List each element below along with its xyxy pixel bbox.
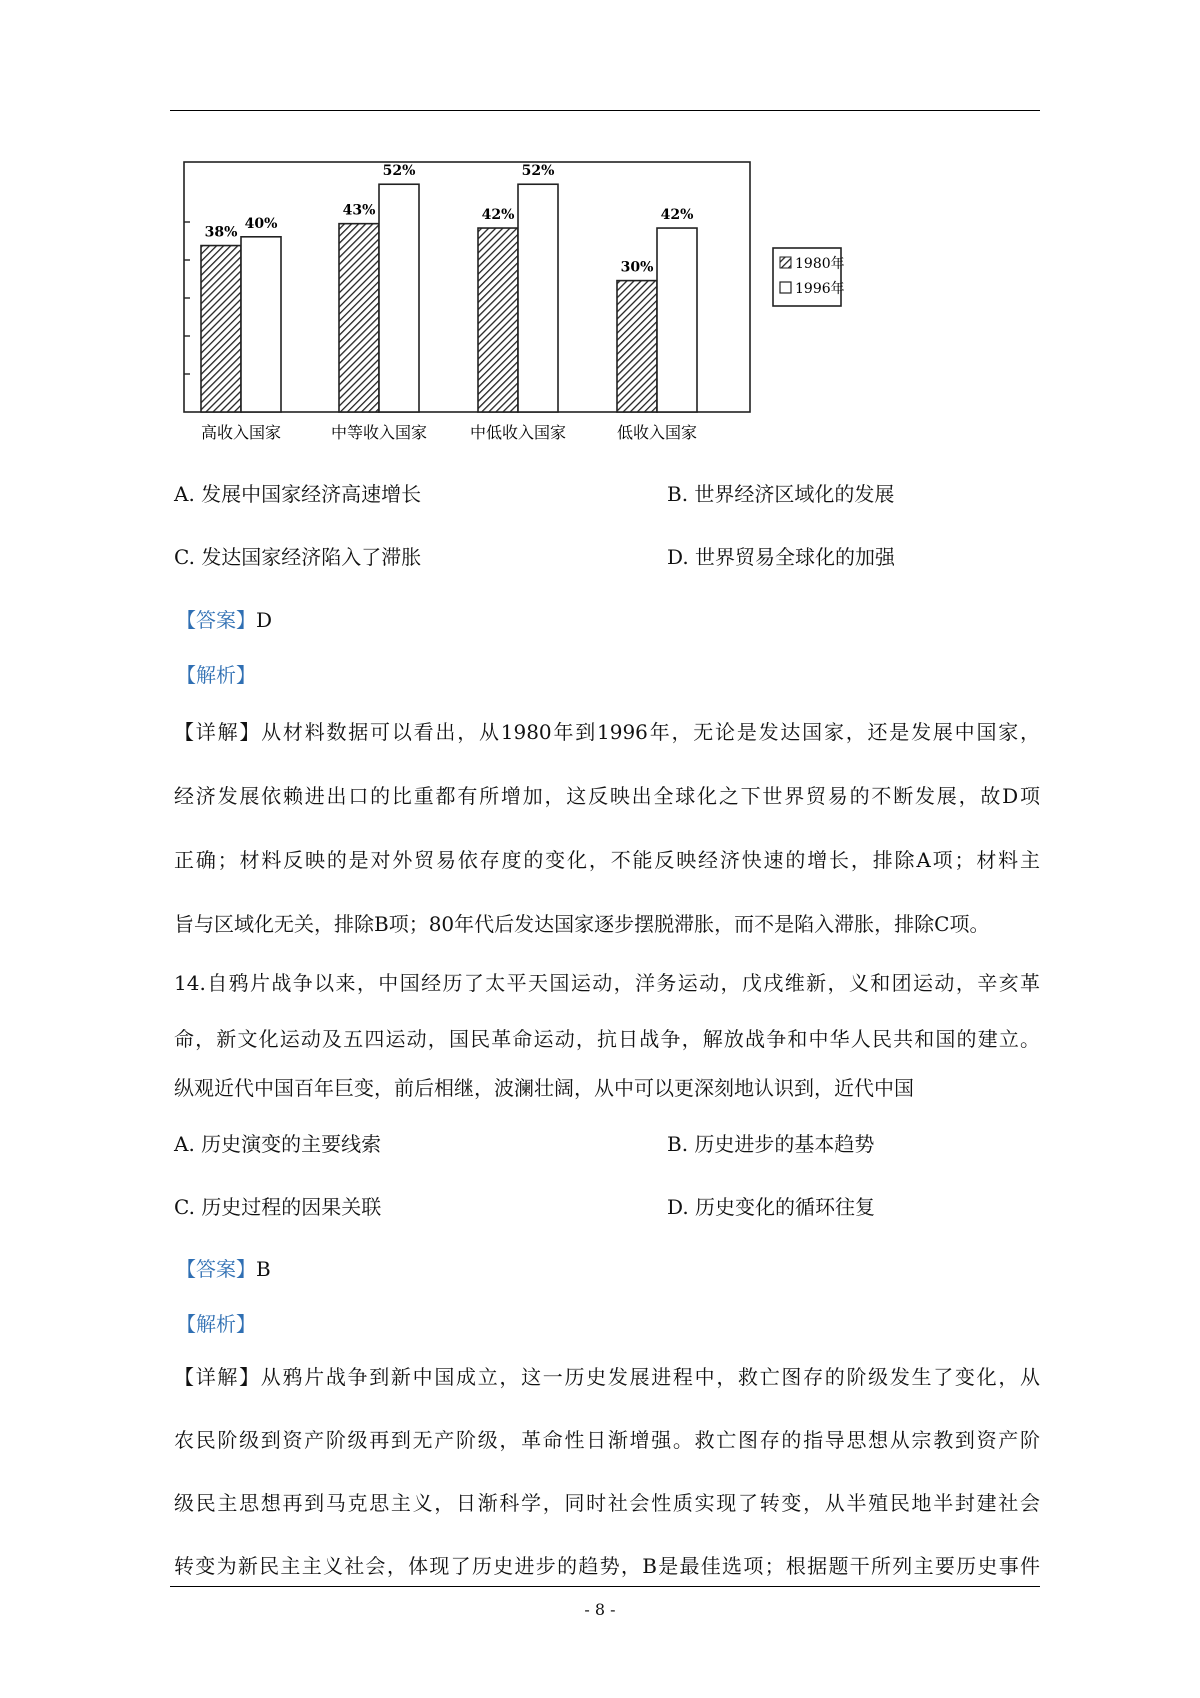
q13-detail-line-2: 经济发展依赖进出口的比重都有所增加，这反映出全球化之下世界贸易的不断发展，故D项 bbox=[174, 784, 1040, 808]
q14-stem-line-1: 14.自鸦片战争以来，中国经历了太平天国运动，洋务运动，戊戌维新，义和团运动，辛亥革 bbox=[174, 971, 1040, 995]
q14-detail-line-1: 【详解】从鸦片战争到新中国成立，这一历史发展进程中，救亡图存的阶级发生了变化，从 bbox=[174, 1365, 1041, 1389]
legend-swatch-1996 bbox=[780, 282, 791, 293]
x-tick-label: 高收入国家 bbox=[200, 423, 282, 442]
legend-label-1996: 1996年 bbox=[795, 281, 845, 297]
bar-1980-1 bbox=[201, 246, 241, 412]
bar-chart bbox=[170, 150, 910, 450]
data-label: 42% bbox=[481, 207, 515, 224]
legend-label-1980: 1980年 bbox=[795, 256, 845, 272]
legend bbox=[773, 248, 845, 306]
q14-option-c: C. 历史过程的因果关联 bbox=[174, 1195, 382, 1219]
data-label: 52% bbox=[382, 163, 416, 180]
data-label: 42% bbox=[660, 207, 694, 224]
bar-1996-1 bbox=[241, 237, 281, 412]
bar-1996-3 bbox=[518, 184, 558, 412]
q14-analysis-label: 【解析】 bbox=[176, 1312, 256, 1336]
q14-stem-line-3: 纵观近代中国百年巨变，前后相继，波澜壮阔，从中可以更深刻地认识到，近代中国 bbox=[174, 1076, 914, 1100]
data-label: 30% bbox=[620, 259, 654, 276]
data-label: 52% bbox=[521, 163, 555, 180]
y-axis-ticks bbox=[184, 222, 190, 374]
q14-option-a: A. 历史演变的主要线索 bbox=[174, 1132, 382, 1156]
q14-answer: 【答案】B bbox=[176, 1257, 271, 1281]
q13-answer: 【答案】D bbox=[176, 608, 273, 632]
q14-option-d: D. 历史变化的循环往复 bbox=[667, 1195, 876, 1219]
q13-option-d: D. 世界贸易全球化的加强 bbox=[667, 545, 896, 569]
q14-detail-line-3: 级民主思想再到马克思主义，日渐科学，同时社会性质实现了转变，从半殖民地半封建社会 bbox=[174, 1491, 1040, 1515]
bar-1980-4 bbox=[617, 281, 657, 412]
q13-option-c: C. 发达国家经济陷入了滞胀 bbox=[174, 545, 422, 569]
bar-1980-2 bbox=[339, 224, 379, 412]
legend-swatch-1980 bbox=[780, 257, 791, 268]
bar-1996-4 bbox=[657, 228, 697, 412]
q14-detail-line-2: 农民阶级到资产阶级再到无产阶级，革命性日渐增强。救亡图存的指导思想从宗教到资产阶 bbox=[174, 1428, 1040, 1452]
q13-detail-line-3: 正确；材料反映的是对外贸易依存度的变化，不能反映经济快速的增长，排除A项；材料主 bbox=[174, 848, 1040, 872]
q13-analysis-label: 【解析】 bbox=[176, 663, 256, 687]
q13-detail-line-4: 旨与区域化无关，排除B项；80年代后发达国家逐步摆脱滞胀，而不是陷入滞胀，排除C项。 bbox=[174, 912, 990, 936]
data-label: 43% bbox=[342, 202, 376, 219]
q14-stem-line-2: 命，新文化运动及五四运动，国民革命运动，抗日战争，解放战争和中华人民共和国的建立。 bbox=[174, 1027, 1040, 1051]
header-rule bbox=[170, 110, 1040, 111]
q14-option-b: B. 历史进步的基本趋势 bbox=[667, 1132, 875, 1156]
q13-detail-line-1: 【详解】从材料数据可以看出，从1980年到1996年，无论是发达国家，还是发展中国家， bbox=[174, 720, 1041, 744]
x-tick-labels bbox=[201, 423, 697, 442]
q13-option-a: A. 发展中国家经济高速增长 bbox=[174, 482, 422, 506]
data-label: 38% bbox=[204, 224, 238, 241]
data-label: 40% bbox=[244, 215, 278, 232]
bar-1980-3 bbox=[478, 228, 518, 412]
x-tick-label: 低收入国家 bbox=[616, 423, 698, 442]
q13-option-b: B. 世界经济区域化的发展 bbox=[667, 482, 895, 506]
bar-1996-2 bbox=[379, 184, 419, 412]
x-tick-label: 中低收入国家 bbox=[469, 423, 567, 442]
footer-rule bbox=[170, 1586, 1040, 1587]
q14-detail-line-4: 转变为新民主主义社会，体现了历史进步的趋势，B是最佳选项；根据题干所列主要历史事件 bbox=[174, 1554, 1040, 1578]
page-number: - 8 - bbox=[584, 1600, 616, 1619]
x-tick-label: 中等收入国家 bbox=[330, 423, 428, 442]
